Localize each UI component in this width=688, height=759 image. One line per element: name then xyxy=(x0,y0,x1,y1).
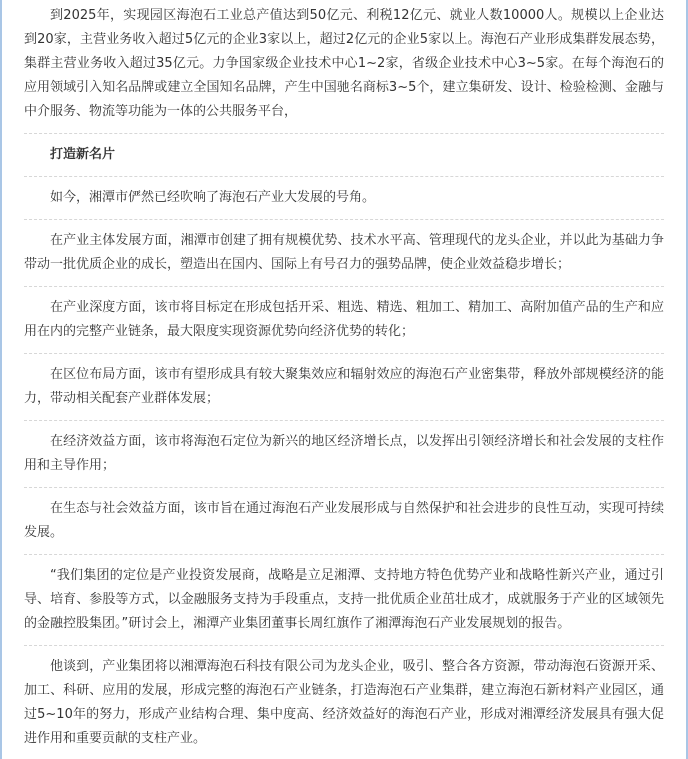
divider xyxy=(24,420,664,422)
paragraph-ecological-benefit: 在生态与社会效益方面，该市旨在通过海泡石产业发展形成与自然保护和社会进步的良性互动，实现可持续发展。 xyxy=(24,501,664,540)
paragraph-intro: 如今，湘潭市俨然已经吹响了海泡石产业大发展的号角。 xyxy=(50,190,376,205)
divider xyxy=(24,219,664,221)
paragraph-group-positioning: “我们集团的定位是产业投资发展商，战略是立足湘潭、支持地方特色优势产业和战略性新兴产业，通过引导、培育、参股等方式，以金融服务支持为手段重点，支持一批优质企业茁壮成才，成就服务于产业的区域领先的金融控股集团。”研讨会上，湘潭产业集团董事长周红旗作了湘潭海泡石产业发展规划的报告。 xyxy=(24,568,664,631)
paragraph-location-layout: 在区位布局方面，该市有望形成具有较大聚集效应和辐射效应的海泡石产业密集带，释放外部规模经济的能力，带动相关配套产业群体发展； xyxy=(24,367,664,406)
paragraph-goals: 到2025年，实现园区海泡石工业总产值达到50亿元、利税12亿元、就业人数10000人。规模以上企业达到20家，主营业务收入超过5亿元的企业3家以上，超过2亿元的企业5家以上。海泡石产业形成集群发展态势，集群主营业务收入超过35亿元。力争国家级企业技术中心1~2家，省级企业技术中心3~5家。在每个海泡石的应用领域引入知名品牌或建立全国知名品牌，产生中国驰名商标3~5个，建立集研发、设计、检验检测、金融与中介服务、物流等功能为一体的公共服务平台， xyxy=(24,8,664,119)
divider xyxy=(24,133,664,135)
paragraph-plan: 他谈到，产业集团将以湘潭海泡石科技有限公司为龙头企业，吸引、整合各方资源，带动海泡石资源开采、加工、科研、应用的发展，形成完整的海泡石产业链条，打造海泡石产业集群，建立海泡石新材料产业园区，通过5~10年的努力，形成产业结构合理、集中度高、经济效益好的海泡石产业，形成对湘潭经济发展具有强大促进作用和重要贡献的支柱产业。 xyxy=(24,659,664,746)
left-border xyxy=(0,0,2,759)
divider xyxy=(24,286,664,288)
paragraph-industry-subject: 在产业主体发展方面，湘潭市创建了拥有规模优势、技术水平高、管理现代的龙头企业，并以此为基础力争带动一批优质企业的成长，塑造出在国内、国际上有号召力的强势品牌，使企业效益稳步增长； xyxy=(24,233,664,272)
divider xyxy=(24,487,664,489)
paragraph-economic-benefit: 在经济效益方面，该市将海泡石定位为新兴的地区经济增长点，以发挥出引领经济增长和社会发展的支柱作用和主导作用； xyxy=(24,434,664,473)
article-body xyxy=(24,0,664,751)
divider xyxy=(24,645,664,647)
divider xyxy=(24,353,664,355)
section-heading: 打造新名片 xyxy=(50,147,116,162)
divider xyxy=(24,554,664,556)
paragraph-industry-depth: 在产业深度方面，该市将目标定在形成包括开采、粗选、精选、粗加工、精加工、高附加值产品的生产和应用在内的完整产业链条，最大限度实现资源优势向经济优势的转化； xyxy=(24,300,664,339)
divider xyxy=(24,176,664,178)
